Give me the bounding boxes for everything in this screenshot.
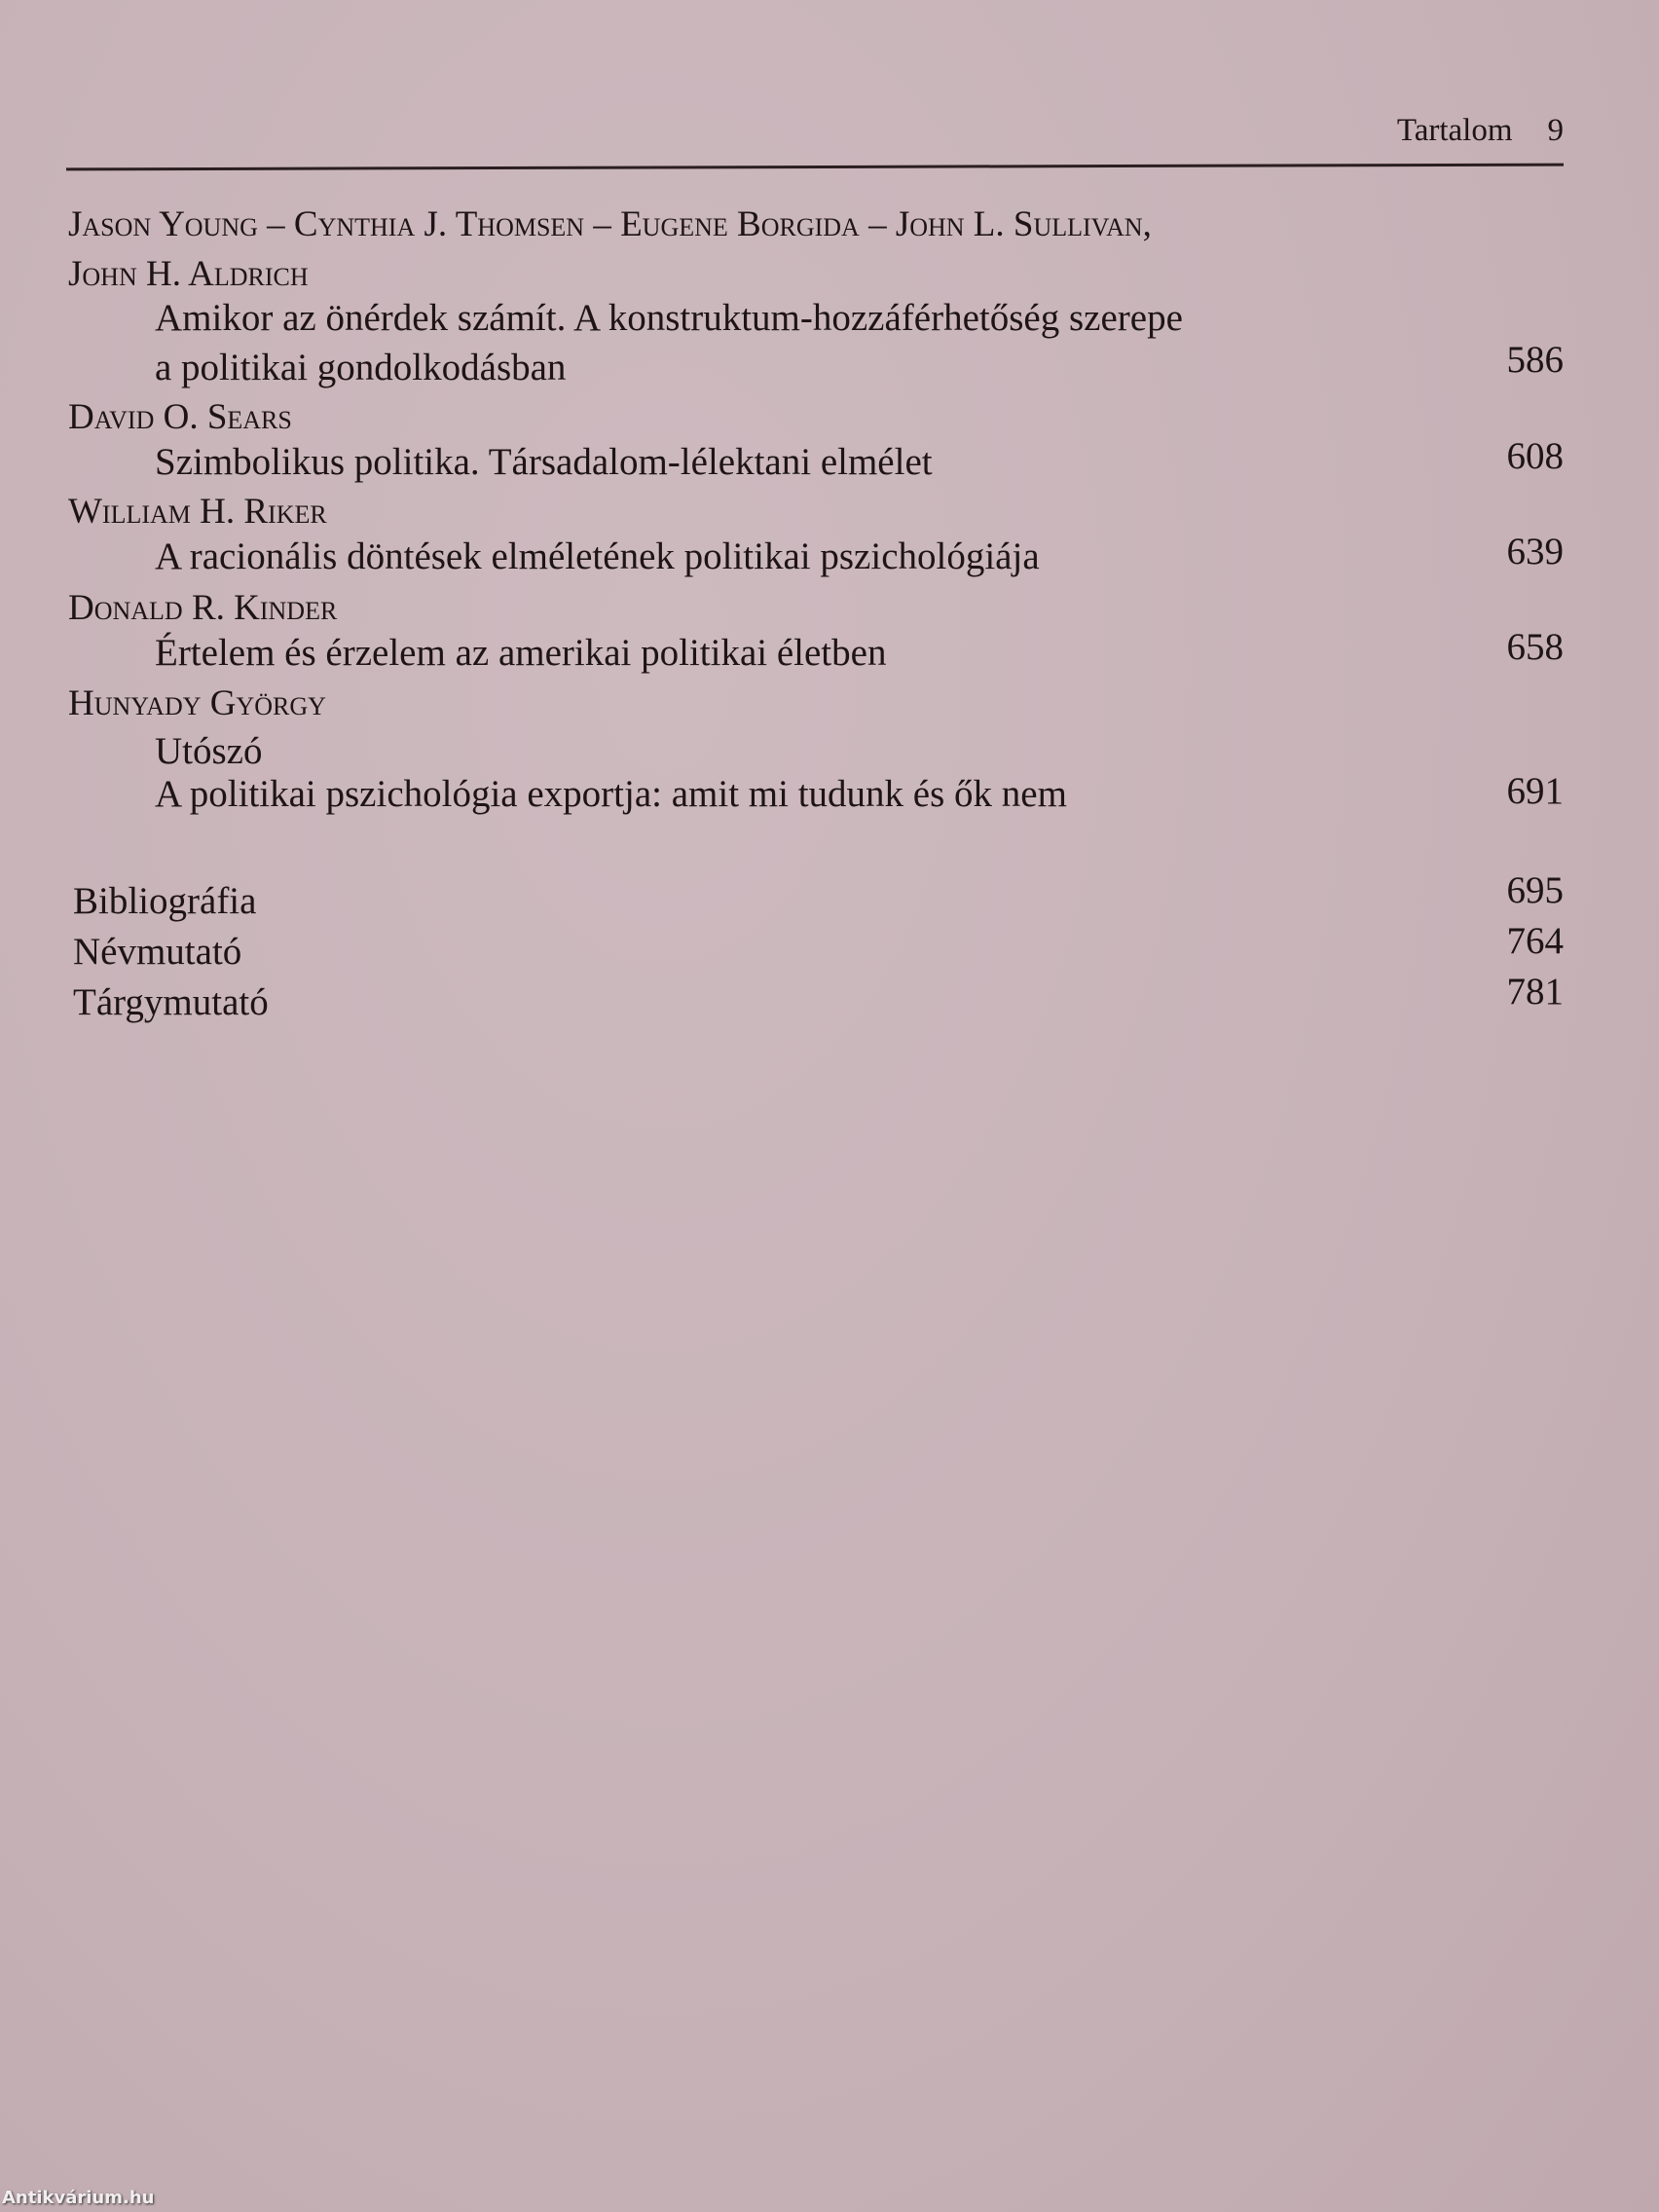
back-matter-label: Tárgymutató <box>73 981 269 1023</box>
watermark: Antikvárium.hu <box>2 2188 155 2208</box>
entry-authors: Jason Young – Cynthia J. Thomsen – Eugene Borgida – John L. Sullivan, <box>68 204 1152 244</box>
header-section: Tartalom <box>1396 113 1513 148</box>
entry-page: 658 <box>1506 626 1564 668</box>
entry-title: A politikai pszichológia exportja: amit mi tudunk és ők nem <box>155 773 1067 815</box>
entry-authors: David O. Sears <box>68 397 292 437</box>
entry-title: A racionális döntések elméletének politikai pszichológiája <box>155 535 1040 577</box>
back-matter-label: Névmutató <box>73 931 242 973</box>
entry-title: Szimbolikus politika. Társadalom-lélektani elmélet <box>155 441 933 483</box>
entry-authors: Donald R. Kinder <box>68 588 338 628</box>
entry-authors: Hunyady György <box>68 683 326 723</box>
entry-page: 639 <box>1506 531 1564 572</box>
entry-authors: John H. Aldrich <box>68 254 309 294</box>
header-page-number: 9 <box>1547 113 1564 148</box>
back-matter-page: 781 <box>1506 971 1564 1013</box>
header-rule <box>66 164 1564 171</box>
back-matter-page: 695 <box>1506 869 1564 911</box>
entry-title: Amikor az önérdek számít. A konstruktum-hozzáférhetőség szerepe <box>155 297 1183 339</box>
back-matter-page: 764 <box>1506 920 1564 962</box>
running-header <box>1397 113 1564 149</box>
entry-page: 586 <box>1506 339 1564 381</box>
entry-authors: William H. Riker <box>68 492 327 532</box>
entry-page: 691 <box>1506 770 1564 812</box>
entry-page: 608 <box>1506 435 1564 477</box>
entry-title: Utószó <box>155 730 263 772</box>
entry-title: a politikai gondolkodásban <box>155 347 567 388</box>
entry-title: Értelem és érzelem az amerikai politikai életben <box>155 632 887 674</box>
back-matter-label: Bibliográfia <box>73 880 257 922</box>
